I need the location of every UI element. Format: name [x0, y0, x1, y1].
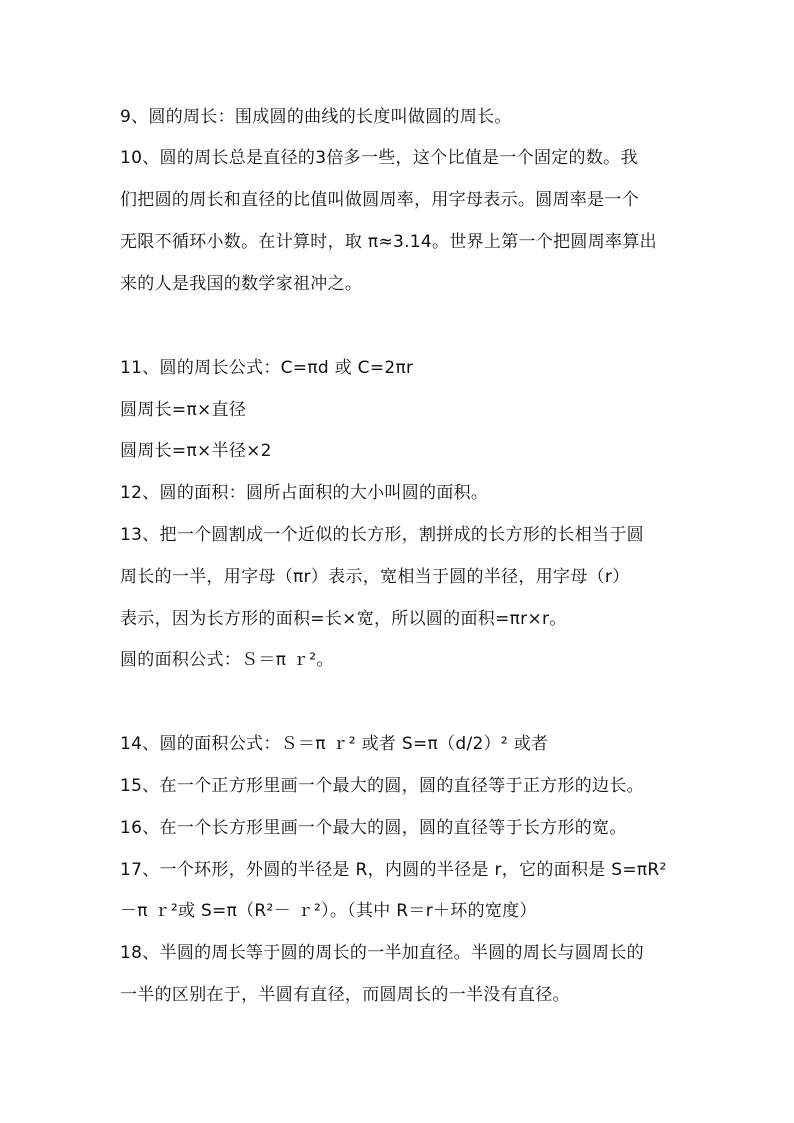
item-18-line-2: 一半的区别在于，半圆有直径，而圆周长的一半没有直径。 — [120, 985, 570, 1005]
item-10-line-1: 10、圆的周长总是直径的3倍多一些，这个比值是一个固定的数。我 — [120, 148, 638, 168]
item-16-line-1: 16、在一个长方形里画一个最大的圆，圆的直径等于长方形的宽。 — [120, 818, 627, 838]
item-10-line-2: 们把圆的周长和直径的比值叫做圆周率，用字母表示。圆周率是一个 — [120, 190, 639, 210]
item-15-line-1: 15、在一个正方形里画一个最大的圆，圆的直径等于正方形的边长。 — [120, 776, 644, 796]
item-9-line-1: 9、圆的周长：围成圆的曲线的长度叫做圆的周长。 — [120, 107, 512, 127]
item-13-line-1: 13、把一个圆割成一个近似的长方形，割拼成的长方形的长相当于圆 — [120, 525, 644, 545]
item-13-line-2: 周长的一半，用字母（πr）表示，宽相当于圆的半径，用字母（r） — [120, 567, 630, 587]
item-11-line-1: 11、圆的周长公式：C=πd 或 C=2πr — [120, 358, 414, 378]
item-14-line-1: 14、圆的面积公式：Ｓ＝π ｒ² 或者 S=π（d/2）² 或者 — [120, 734, 549, 754]
item-17-line-2: －π ｒ²或 S=π（R²－ ｒ²）。（其中 R＝r＋环的宽度） — [120, 901, 537, 921]
item-17-line-1: 17、一个环形，外圆的半径是 R，内圆的半径是 r，它的面积是 S=πR² — [120, 860, 667, 880]
item-13-line-3: 表示，因为长方形的面积=长×宽，所以圆的面积=πr×r。 — [120, 609, 567, 629]
item-11-line-3: 圆周长=π×半径×2 — [120, 441, 272, 461]
item-11-line-2: 圆周长=π×直径 — [120, 400, 247, 420]
item-10-line-3: 无限不循环小数。在计算时，取 π≈3.14。世界上第一个把圆周率算出 — [120, 232, 657, 252]
item-18-line-1: 18、半圆的周长等于圆的周长的一半加直径。半圆的周长与圆周长的 — [120, 943, 644, 963]
item-13-formula-line: 圆的面积公式：Ｓ＝π ｒ²。 — [120, 650, 334, 670]
item-10-line-4: 来的人是我国的数学家祖冲之。 — [120, 274, 363, 294]
item-12-line-1: 12、圆的面积：圆所占面积的大小叫圆的面积。 — [120, 483, 489, 503]
